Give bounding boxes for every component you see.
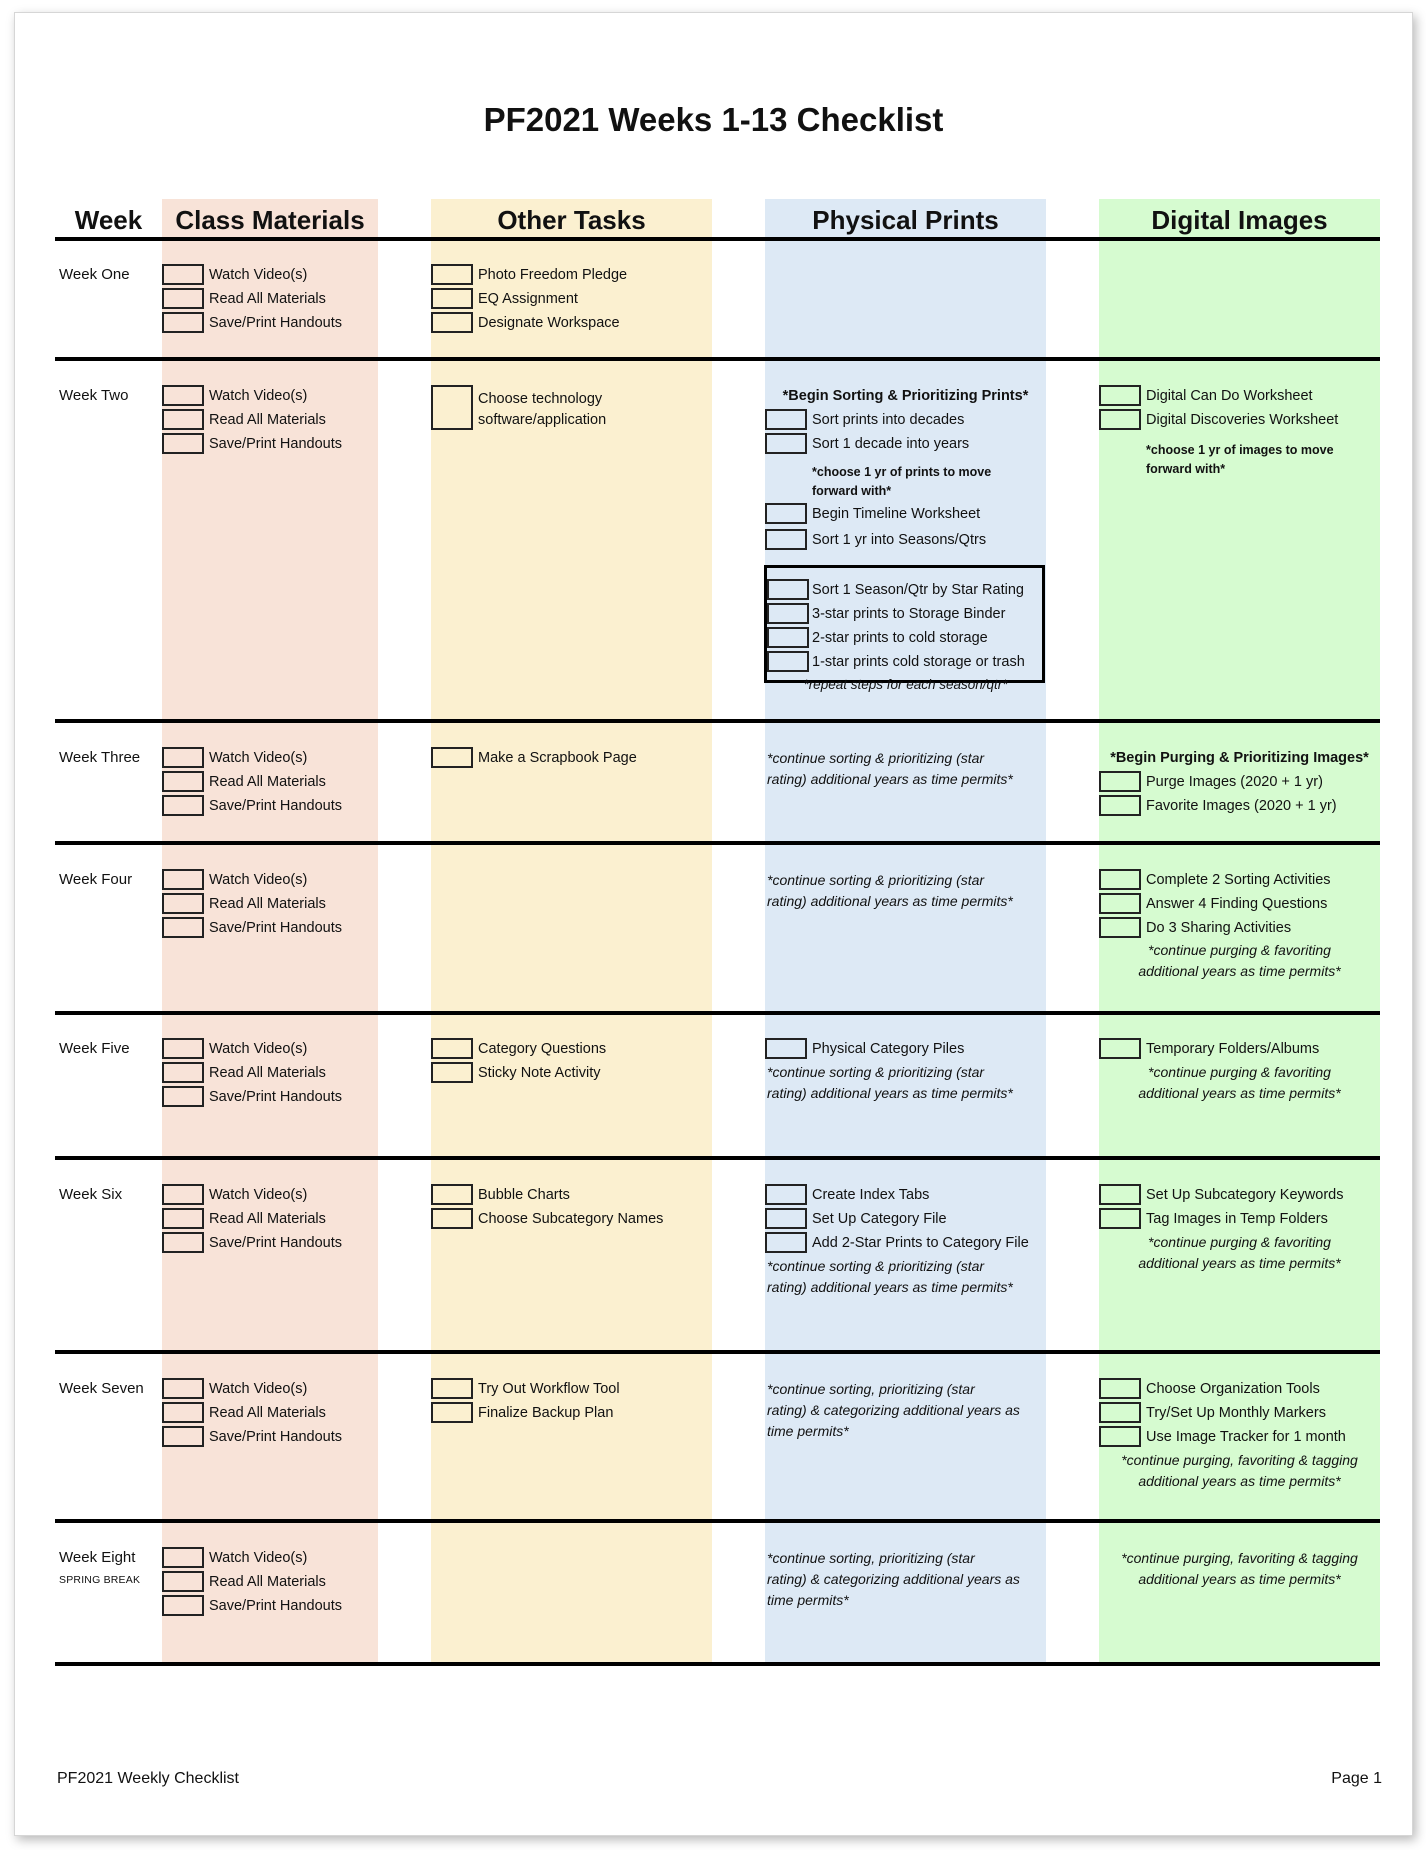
- task-label: Try Out Workflow Tool: [478, 1381, 620, 1397]
- section-heading: *Begin Sorting & Prioritizing Prints*: [782, 388, 1029, 404]
- task-label: Sort 1 decade into years: [812, 436, 970, 452]
- note-line: *continue sorting, prioritizing (star: [767, 1381, 975, 1397]
- checkbox[interactable]: [1099, 1208, 1141, 1229]
- task-label: Read All Materials: [209, 1405, 326, 1421]
- checkbox[interactable]: [431, 1208, 473, 1229]
- checkbox[interactable]: [431, 312, 473, 333]
- task-label: Save/Print Handouts: [209, 920, 342, 936]
- note-line: forward with*: [812, 484, 892, 498]
- task-label: Choose Subcategory Names: [478, 1211, 664, 1227]
- checkbox[interactable]: [162, 1595, 204, 1616]
- checkbox[interactable]: [162, 1232, 204, 1253]
- checkbox[interactable]: [162, 264, 204, 285]
- checkbox[interactable]: [162, 433, 204, 454]
- task-label: Photo Freedom Pledge: [478, 267, 628, 283]
- page-number: Page 1: [1331, 1770, 1382, 1787]
- task-label: Temporary Folders/Albums: [1146, 1041, 1320, 1057]
- header-other-tasks: Other Tasks: [497, 205, 646, 235]
- note-line: *repeat steps for each season/qtr*: [803, 677, 1008, 692]
- note-line: time permits*: [767, 1592, 849, 1608]
- task-label: Read All Materials: [209, 412, 326, 428]
- task-label: Watch Video(s): [209, 1381, 308, 1397]
- task-label: Finalize Backup Plan: [478, 1405, 614, 1421]
- section-heading: *Begin Purging & Prioritizing Images*: [1110, 750, 1369, 766]
- task-label: Save/Print Handouts: [209, 1429, 342, 1445]
- checkbox[interactable]: [431, 385, 473, 430]
- checkbox[interactable]: [1099, 1426, 1141, 1447]
- task-label: Watch Video(s): [209, 750, 308, 766]
- page-title: PF2021 Weeks 1-13 Checklist: [483, 101, 944, 138]
- task-label: Save/Print Handouts: [209, 315, 342, 331]
- checkbox[interactable]: [765, 1184, 807, 1205]
- task-label: EQ Assignment: [478, 291, 578, 307]
- note-line: *continue sorting & prioritizing (star: [767, 1258, 985, 1274]
- note-line: additional years as time permits*: [1138, 1085, 1341, 1101]
- task-label: Designate Workspace: [478, 315, 620, 331]
- note-line: *continue purging & favoriting: [1148, 1234, 1331, 1250]
- note-line: *continue sorting & prioritizing (star: [767, 750, 985, 766]
- checkbox[interactable]: [162, 747, 204, 768]
- checkbox[interactable]: [767, 651, 809, 672]
- checkbox[interactable]: [162, 409, 204, 430]
- checklist-page: [14, 12, 1413, 1836]
- note-line: additional years as time permits*: [1138, 1255, 1341, 1271]
- task-label: Read All Materials: [209, 896, 326, 912]
- week-label: Week Four: [59, 871, 133, 888]
- task-label: Read All Materials: [209, 1574, 326, 1590]
- task-label: Do 3 Sharing Activities: [1146, 920, 1292, 936]
- task-label: Physical Category Piles: [812, 1041, 965, 1057]
- checkbox[interactable]: [162, 1208, 204, 1229]
- checkbox[interactable]: [162, 1086, 204, 1107]
- header-week: Week: [74, 205, 143, 235]
- checkbox[interactable]: [767, 627, 809, 648]
- task-label: Sticky Note Activity: [478, 1065, 601, 1081]
- checkbox[interactable]: [765, 1208, 807, 1229]
- task-label: 1-star prints cold storage or trash: [812, 654, 1025, 670]
- checkbox[interactable]: [162, 771, 204, 792]
- note-line: rating) & categorizing additional years as: [767, 1402, 1020, 1418]
- task-label: Use Image Tracker for 1 month: [1146, 1429, 1346, 1445]
- task-label: Purge Images (2020 + 1 yr): [1146, 774, 1323, 790]
- task-label: Save/Print Handouts: [209, 1598, 342, 1614]
- checkbox[interactable]: [1099, 1378, 1141, 1399]
- task-label: software/application: [478, 412, 607, 428]
- task-label: Watch Video(s): [209, 1550, 308, 1566]
- task-label: Digital Can Do Worksheet: [1146, 388, 1313, 404]
- checkbox[interactable]: [765, 1232, 807, 1253]
- task-label: Set Up Subcategory Keywords: [1146, 1187, 1344, 1203]
- checkbox[interactable]: [767, 579, 809, 600]
- checkbox[interactable]: [162, 385, 204, 406]
- checkbox[interactable]: [1099, 893, 1141, 914]
- task-label: Create Index Tabs: [812, 1187, 930, 1203]
- task-label: Bubble Charts: [478, 1187, 570, 1203]
- checkbox[interactable]: [1099, 1038, 1141, 1059]
- week-label: Week Three: [59, 749, 141, 766]
- checkbox[interactable]: [431, 264, 473, 285]
- note-line: rating) additional years as time permits*: [767, 1085, 1013, 1101]
- checkbox[interactable]: [162, 1378, 204, 1399]
- checkbox[interactable]: [162, 869, 204, 890]
- checkbox[interactable]: [1099, 1184, 1141, 1205]
- divider: [55, 1156, 1380, 1160]
- task-label: Try/Set Up Monthly Markers: [1146, 1405, 1326, 1421]
- note-line: *continue purging & favoriting: [1148, 942, 1331, 958]
- checkbox[interactable]: [431, 1184, 473, 1205]
- note-line: rating) additional years as time permits*: [767, 893, 1013, 909]
- note-line: *continue purging & favoriting: [1148, 1064, 1331, 1080]
- task-label: Choose Organization Tools: [1146, 1381, 1320, 1397]
- week-label: Week Six: [59, 1186, 123, 1203]
- task-label: 3-star prints to Storage Binder: [812, 606, 1006, 622]
- task-label: 2-star prints to cold storage: [812, 630, 988, 646]
- checkbox[interactable]: [162, 1547, 204, 1568]
- checkbox[interactable]: [431, 747, 473, 768]
- note-line: *choose 1 yr of images to move: [1146, 443, 1334, 457]
- task-label: Watch Video(s): [209, 267, 308, 283]
- task-label: Watch Video(s): [209, 1041, 308, 1057]
- task-label: Watch Video(s): [209, 872, 308, 888]
- task-label: Begin Timeline Worksheet: [812, 506, 981, 522]
- header-physical-prints: Physical Prints: [812, 205, 999, 235]
- task-label: Save/Print Handouts: [209, 436, 342, 452]
- checkbox[interactable]: [1099, 795, 1141, 816]
- week-label: Week Five: [59, 1040, 130, 1057]
- task-label: Answer 4 Finding Questions: [1146, 896, 1328, 912]
- checkbox[interactable]: [431, 288, 473, 309]
- note-line: additional years as time permits*: [1138, 1571, 1341, 1587]
- task-label: Save/Print Handouts: [209, 798, 342, 814]
- checkbox[interactable]: [765, 503, 807, 524]
- checkbox[interactable]: [1099, 771, 1141, 792]
- divider: [55, 237, 1380, 241]
- checkbox[interactable]: [765, 409, 807, 430]
- note-line: rating) additional years as time permits*: [767, 771, 1013, 787]
- divider: [55, 357, 1380, 361]
- task-label: Watch Video(s): [209, 388, 308, 404]
- checkbox[interactable]: [162, 1038, 204, 1059]
- checkbox[interactable]: [1099, 869, 1141, 890]
- checkbox[interactable]: [1099, 409, 1141, 430]
- footer-title: PF2021 Weekly Checklist: [57, 1770, 239, 1787]
- checkbox[interactable]: [162, 1062, 204, 1083]
- note-line: *continue purging, favoriting & tagging: [1121, 1452, 1358, 1468]
- task-label: Set Up Category File: [812, 1211, 947, 1227]
- task-label: Read All Materials: [209, 291, 326, 307]
- note-line: rating) additional years as time permits*: [767, 1279, 1013, 1295]
- checkbox[interactable]: [162, 917, 204, 938]
- task-label: Sort 1 Season/Qtr by Star Rating: [812, 582, 1024, 598]
- header-class-materials: Class Materials: [175, 205, 365, 235]
- task-label: Digital Discoveries Worksheet: [1146, 412, 1339, 428]
- checkbox[interactable]: [162, 1571, 204, 1592]
- checkbox[interactable]: [162, 1184, 204, 1205]
- task-label: Complete 2 Sorting Activities: [1146, 872, 1331, 888]
- task-label: Tag Images in Temp Folders: [1146, 1211, 1328, 1227]
- divider: [55, 1519, 1380, 1523]
- task-label: Category Questions: [478, 1041, 607, 1057]
- checkbox[interactable]: [767, 603, 809, 624]
- divider: [55, 1662, 1380, 1666]
- task-label: Save/Print Handouts: [209, 1089, 342, 1105]
- checkbox[interactable]: [765, 529, 807, 550]
- checkbox[interactable]: [162, 795, 204, 816]
- checkbox[interactable]: [162, 893, 204, 914]
- checkbox[interactable]: [431, 1402, 473, 1423]
- task-label: Sort 1 yr into Seasons/Qtrs: [812, 532, 987, 548]
- note-line: rating) & categorizing additional years as: [767, 1571, 1020, 1587]
- checkbox[interactable]: [1099, 1402, 1141, 1423]
- task-label: Choose technology: [478, 391, 603, 407]
- checkbox[interactable]: [765, 1038, 807, 1059]
- note-line: *continue sorting & prioritizing (star: [767, 1064, 985, 1080]
- checkbox[interactable]: [431, 1062, 473, 1083]
- checkbox[interactable]: [431, 1038, 473, 1059]
- week-label: Week One: [59, 266, 130, 283]
- task-label: Watch Video(s): [209, 1187, 308, 1203]
- note-line: *choose 1 yr of prints to move: [812, 465, 992, 479]
- checkbox[interactable]: [162, 288, 204, 309]
- checkbox[interactable]: [162, 1402, 204, 1423]
- week-label: Week Two: [59, 387, 129, 404]
- checkbox[interactable]: [431, 1378, 473, 1399]
- checkbox[interactable]: [162, 1426, 204, 1447]
- note-line: additional years as time permits*: [1138, 963, 1341, 979]
- task-label: Read All Materials: [209, 1211, 326, 1227]
- task-label: Make a Scrapbook Page: [478, 750, 637, 766]
- week-label: Week Seven: [59, 1380, 144, 1397]
- note-line: time permits*: [767, 1423, 849, 1439]
- checkbox[interactable]: [1099, 917, 1141, 938]
- task-label: Save/Print Handouts: [209, 1235, 342, 1251]
- note-line: forward with*: [1146, 462, 1226, 476]
- note-line: *continue sorting & prioritizing (star: [767, 872, 985, 888]
- divider: [55, 719, 1380, 723]
- checkbox[interactable]: [1099, 385, 1141, 406]
- task-label: Read All Materials: [209, 774, 326, 790]
- header-digital-images: Digital Images: [1151, 205, 1328, 235]
- note-line: *continue purging, favoriting & tagging: [1121, 1550, 1358, 1566]
- note-line: *continue sorting, prioritizing (star: [767, 1550, 975, 1566]
- note-line: additional years as time permits*: [1138, 1473, 1341, 1489]
- checkbox[interactable]: [765, 433, 807, 454]
- task-label: Sort prints into decades: [812, 412, 965, 428]
- week-sublabel: SPRING BREAK: [59, 1574, 141, 1586]
- divider: [55, 1011, 1380, 1015]
- task-label: Favorite Images (2020 + 1 yr): [1146, 798, 1337, 814]
- task-label: Read All Materials: [209, 1065, 326, 1081]
- divider: [55, 841, 1380, 845]
- task-label: Add 2-Star Prints to Category File: [812, 1235, 1029, 1251]
- divider: [55, 1350, 1380, 1354]
- checkbox[interactable]: [162, 312, 204, 333]
- week-label: Week Eight: [59, 1549, 136, 1566]
